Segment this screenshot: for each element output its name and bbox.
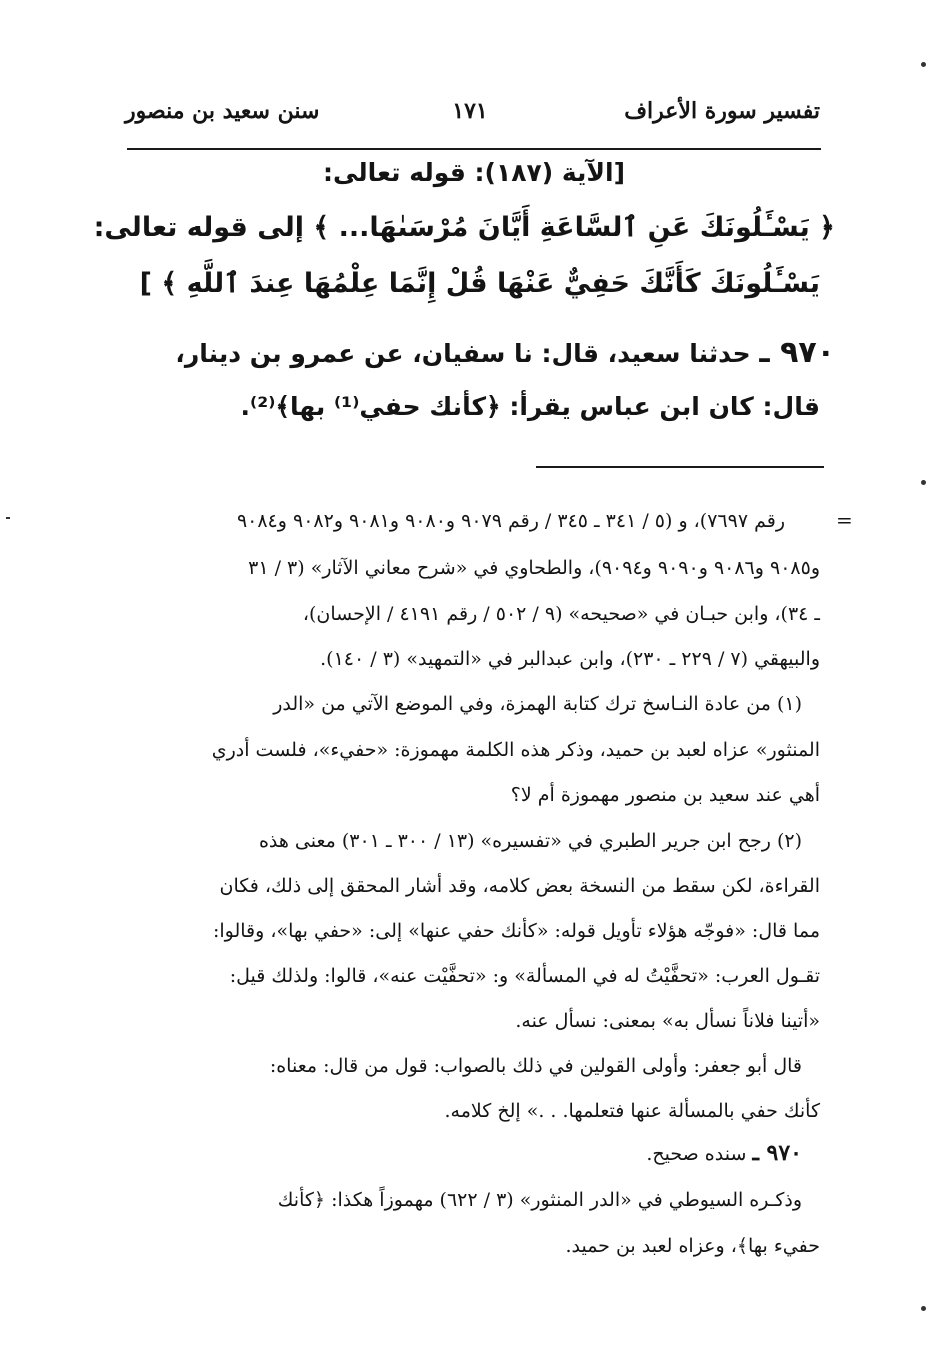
takhrij-detail-line: وذكـره السيوطي في «الدر المنثور» (٣ / ٦٢٢) مهموزاً هكذا: ﴿كأنك (277, 1189, 802, 1211)
takhrij-number: ٩٧٠ ـ (752, 1140, 802, 1166)
takhrij-line (646, 1140, 802, 1166)
footnote-3-line: كأنك حفي بالمسألة عنها فتعلمها. . .» إلخ كلامه. (444, 1100, 820, 1122)
scan-speck (921, 1306, 926, 1311)
hadith-line-1 (175, 335, 835, 370)
hadith-number: ٩٧٠ ـ (759, 335, 835, 370)
hadith-line-2: قال: كان ابن عباس يقرأ: ﴿كأنك حفي⁽¹⁾ بها﴾⁽²⁾. (240, 392, 820, 421)
footnote-separator (536, 466, 824, 468)
scan-speck (921, 480, 926, 485)
footnote-1-line: (١) من عادة النـاسخ ترك كتابة الهمزة، وفي الموضع الآتي من «الدر (273, 693, 802, 715)
scan-speck (921, 62, 926, 67)
footnote-2-line: «أتينا فلاناً نسأل به» بمعنى: نسأل عنه. (515, 1010, 820, 1032)
quran-line-1: ﴿ يَسْـَٔلُونَكَ عَنِ ٱلسَّاعَةِ أَيَّانَ مُرْسَىٰهَا... ﴾ إلى قوله تعالى: (93, 212, 835, 243)
continuation-mark: = (836, 508, 853, 532)
quran-line-2: يَسْـَٔلُونَكَ كَأَنَّكَ حَفِيٌّ عَنْهَا قُلْ إِنَّمَا عِلْمُهَا عِندَ ٱللَّهِ ﴾ ] (139, 268, 820, 299)
footnote-cont-line: رقم ٧٦٩٧)، و (٥ / ٣٤١ ـ ٣٤٥ / رقم ٩٠٧٩ و٩٠٨٠ و٩٠٨١ و٩٠٨٢ و٩٠٨٤ (236, 510, 785, 532)
footnote-2-line: مما قال: «فوجّه هؤلاء تأويل قوله: «كأنك حفي عنها» إلى: «حفي بها»، وقالوا: (212, 920, 820, 942)
takhrij-text: سنده صحيح. (646, 1143, 747, 1165)
footnote-cont-line: والبيهقي (٧ / ٢٢٩ ـ ٢٣٠)، وابن عبدالبر في «التمهيد» (٣ / ١٤٠). (320, 648, 820, 670)
footnote-1-line: أهي عند سعيد بن منصور مهموزة أم لا؟ (510, 784, 820, 806)
footnote-1-line: المنثور» عزاه لعبد بن حميد، وذكر هذه الكلمة مهموزة: «حفيء»، فلست أدري (211, 739, 820, 761)
scan-speck (6, 517, 10, 519)
footnote-3-line: قال أبو جعفر: وأولى القولين في ذلك بالصواب: قول من قال: معناه: (269, 1055, 802, 1077)
chapter-title: تفسير سورة الأعراف (624, 98, 820, 124)
verse-heading: [الآية (١٨٧): قوله تعالى: (322, 158, 626, 187)
takhrij-detail-line: حفيء بها﴾، وعزاه لعبد بن حميد. (565, 1235, 820, 1257)
page-number: ١٧١ (452, 98, 488, 124)
footnote-2-line: تقـول العرب: «تحفَّيْتُ له في المسألة» و: «تحفَّيْت عنه»، قالوا: ولذلك قيل: (229, 965, 820, 987)
book-title: سنن سعيد بن منصور (125, 98, 320, 124)
footnote-2-line: القراءة، لكن سقط من النسخة بعض كلامه، وقد أشار المحقق إلى ذلك، فكان (219, 875, 820, 897)
footnote-2-line: (٢) رجح ابن جرير الطبري في «تفسيره» (١٣ / ٣٠٠ ـ ٣٠١) معنى هذه (258, 830, 802, 852)
footnote-cont-line: و٩٠٨٥ و٩٠٨٦ و٩٠٩٠ و٩٠٩٤)، والطحاوي في «شرح معاني الآثار» (٣ / ٣١ (248, 557, 820, 579)
hadith-text-1: حدثنا سعيد، قال: نا سفيان، عن عمرو بن دينار، (175, 339, 751, 368)
header-rule (127, 148, 821, 150)
footnote-cont-line: ـ ٣٤)، وابن حبـان في «صحيحه» (٩ / ٥٠٢ / رقم ٤١٩١ / الإحسان)، (302, 603, 820, 625)
